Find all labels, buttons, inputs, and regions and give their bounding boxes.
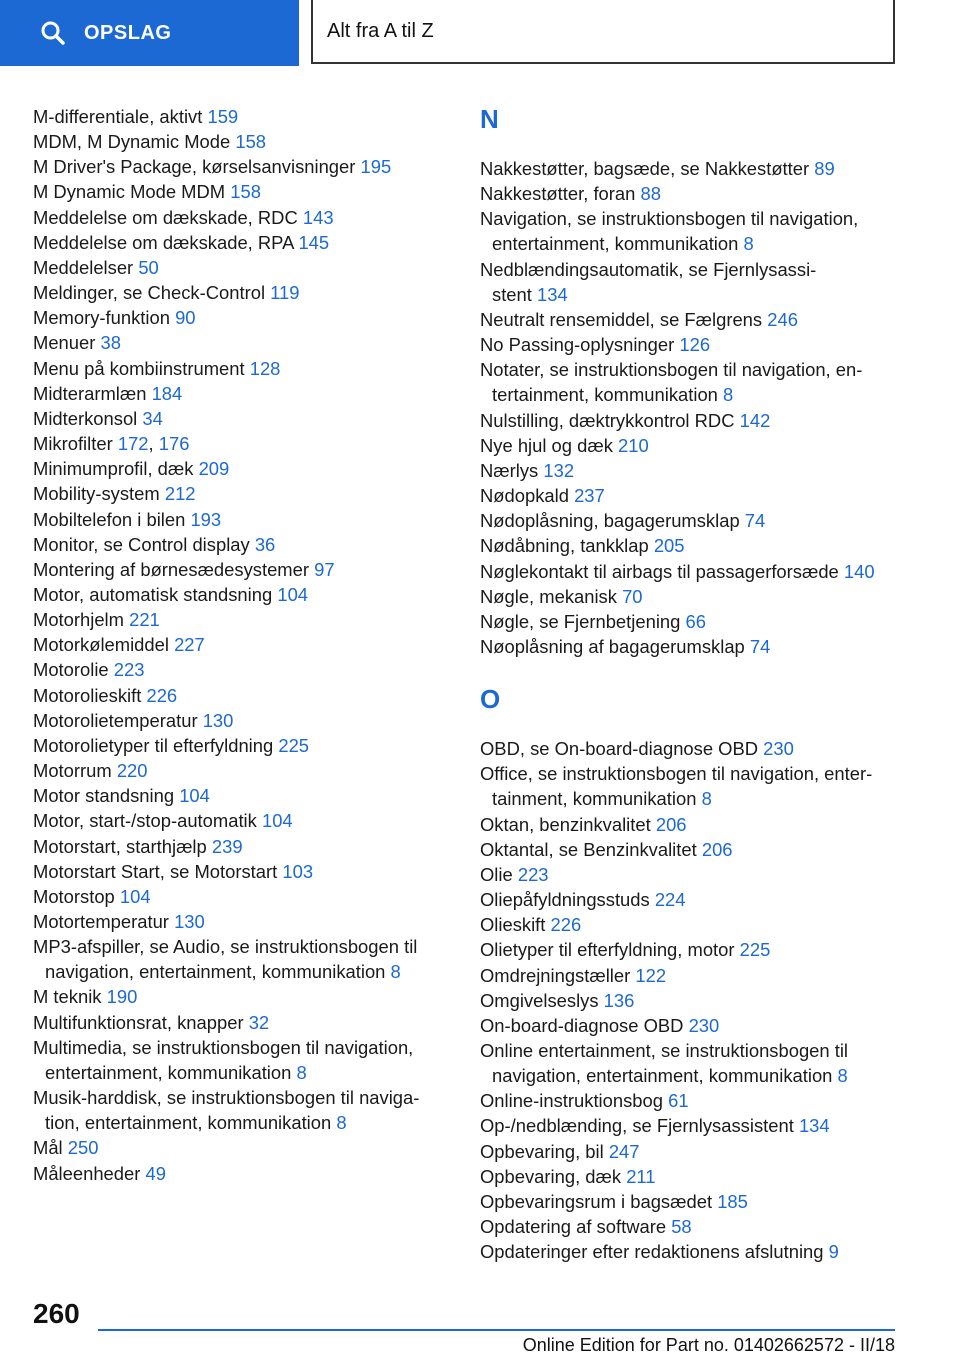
index-entry bbox=[480, 206, 900, 256]
index-entry bbox=[480, 988, 900, 1013]
page-reference-link[interactable]: 211 bbox=[626, 1165, 656, 1187]
index-entry bbox=[33, 1035, 443, 1085]
index-entry bbox=[480, 1214, 900, 1239]
index-entry bbox=[480, 862, 900, 887]
index-entry bbox=[480, 736, 900, 761]
entry-term: Office, se instruktionsbogen til navigation, enter‐ bbox=[480, 763, 873, 785]
index-entry bbox=[33, 884, 443, 909]
entry-term: Midterkonsol bbox=[33, 407, 138, 429]
page-reference-link[interactable]: 210 bbox=[618, 434, 649, 456]
entry-term: Nødoplåsning, bagagerumsklap bbox=[480, 510, 740, 532]
index-entry bbox=[480, 584, 900, 609]
page-reference-link[interactable]: 195 bbox=[360, 156, 392, 178]
page-reference-link[interactable]: 250 bbox=[67, 1137, 99, 1159]
page-reference-link[interactable]: 8 bbox=[336, 1112, 347, 1134]
index-entry bbox=[33, 356, 443, 381]
index-entry bbox=[480, 912, 900, 937]
entry-term: Oktan, benzinkvalitet bbox=[480, 813, 651, 835]
index-entry bbox=[33, 507, 443, 532]
entry-term: navigation, entertainment, kommunikation bbox=[45, 961, 386, 983]
page-reference-link[interactable]: 104 bbox=[119, 885, 151, 907]
page-reference-link[interactable]: 223 bbox=[517, 863, 549, 885]
page-reference-link[interactable]: 104 bbox=[277, 583, 309, 605]
page-reference-link[interactable]: 9 bbox=[828, 1241, 839, 1263]
index-entry bbox=[33, 859, 443, 884]
page-reference-link[interactable]: 8 bbox=[723, 384, 734, 406]
entry-term: Motorolieskift bbox=[33, 684, 142, 706]
index-entry bbox=[33, 582, 443, 607]
page-reference-link[interactable]: 89 bbox=[814, 158, 835, 179]
index-entry bbox=[33, 104, 443, 129]
entry-term: Oliepåfyldningsstuds bbox=[480, 889, 650, 911]
page-reference-link[interactable]: 230 bbox=[688, 1014, 720, 1036]
index-entry bbox=[33, 154, 443, 179]
entry-term: Omgivelseslys bbox=[480, 989, 599, 1011]
entry-term: Mål bbox=[33, 1137, 63, 1159]
index-entry bbox=[33, 255, 443, 280]
entry-term: Motorkølemiddel bbox=[33, 634, 169, 656]
entry-term: Opdateringer efter redaktionens afslutning bbox=[480, 1241, 824, 1263]
page-reference-link[interactable]: 184 bbox=[151, 382, 183, 404]
entry-term: Montering af børnesædesystemer bbox=[33, 558, 309, 580]
index-entry bbox=[480, 812, 900, 837]
page-reference-link[interactable]: 136 bbox=[603, 989, 635, 1011]
entry-term: Motorstart, starthjælp bbox=[33, 835, 207, 857]
footer-divider bbox=[98, 1329, 895, 1331]
index-entry bbox=[33, 1010, 443, 1035]
page-reference-link[interactable]: 119 bbox=[270, 282, 300, 304]
entry-term: Motor, automatisk standsning bbox=[33, 583, 273, 605]
entry-term: Meldinger, se Check-Control bbox=[33, 282, 266, 304]
index-entry bbox=[480, 1164, 900, 1189]
entry-term: Motorrum bbox=[33, 760, 112, 782]
entry-term: No Passing-oplysninger bbox=[480, 334, 675, 356]
entry-term: Motor standsning bbox=[33, 785, 175, 807]
entry-term: Oktantal, se Benzinkvalitet bbox=[480, 838, 697, 860]
page-reference-link[interactable]: 70 bbox=[622, 585, 643, 607]
entry-term: Nøglekontakt til airbags til passagerforsæde bbox=[480, 560, 839, 582]
entry-term: OBD, se On-board-diagnose OBD bbox=[480, 738, 759, 760]
entry-term: Online entertainment, se instruktionsbogen til bbox=[480, 1040, 849, 1061]
entry-term: Menuer bbox=[33, 332, 96, 354]
entry-term: M Driver's Package, kørselsanvisninger bbox=[33, 156, 356, 178]
page-reference-link[interactable]: 8 bbox=[837, 1065, 848, 1087]
index-entry bbox=[33, 657, 443, 682]
index-entry bbox=[33, 330, 443, 355]
entry-term: Musik-harddisk, se instruktionsbogen til naviga‐ bbox=[33, 1087, 420, 1109]
entry-term: MP3-afspiller, se Audio, se instruktionsbogen til bbox=[33, 936, 418, 958]
index-entry bbox=[480, 1038, 900, 1088]
index-entry bbox=[480, 609, 900, 634]
index-entry bbox=[33, 381, 443, 406]
page-reference-link[interactable]: 158 bbox=[230, 181, 261, 203]
page-reference-link[interactable]: 209 bbox=[198, 458, 230, 480]
index-entry bbox=[480, 887, 900, 912]
page-reference-link[interactable]: 159 bbox=[207, 106, 239, 127]
entry-term: tion, entertainment, kommunikation bbox=[45, 1112, 332, 1134]
page-reference-link[interactable]: 230 bbox=[763, 738, 794, 760]
index-entry bbox=[480, 483, 900, 508]
index-entry bbox=[33, 1135, 443, 1160]
page-reference-link[interactable]: 38 bbox=[100, 332, 121, 354]
index-entry bbox=[480, 357, 900, 407]
section-o-entries bbox=[480, 736, 900, 1264]
page-reference-link[interactable]: 220 bbox=[116, 760, 148, 782]
page-reference-link[interactable]: 247 bbox=[608, 1140, 640, 1162]
page-reference-link[interactable]: 50 bbox=[138, 256, 159, 278]
page-reference-link[interactable]: 193 bbox=[190, 508, 222, 530]
entry-term: Olieskift bbox=[480, 914, 546, 936]
entry-term: M Dynamic Mode MDM bbox=[33, 181, 226, 203]
section-spacer bbox=[480, 659, 900, 684]
page-reference-link[interactable]: 158 bbox=[235, 131, 267, 153]
page-reference-link[interactable]: 103 bbox=[282, 860, 314, 882]
page-reference-link[interactable]: 225 bbox=[278, 734, 310, 756]
search-icon bbox=[40, 20, 66, 46]
entry-term: Opbevaringsrum i bagsædet bbox=[480, 1190, 713, 1212]
page-reference-link[interactable]: 246 bbox=[767, 308, 798, 330]
page-reference-link[interactable]: 143 bbox=[302, 206, 334, 228]
entry-term: Nulstilling, dæktrykkontrol RDC bbox=[480, 409, 735, 431]
index-entry: Mikrofilter 172, 176 bbox=[33, 433, 190, 455]
entry-term: Multifunktionsrat, knapper bbox=[33, 1011, 244, 1033]
page-number: 260 bbox=[33, 1298, 80, 1329]
entry-term: Nedblændingsautomatik, se Fjernlysassi‐ bbox=[480, 258, 817, 280]
entry-term: M-differentiale, aktivt bbox=[33, 106, 203, 127]
index-entry bbox=[480, 181, 900, 206]
index-entry bbox=[33, 607, 443, 632]
index-entry bbox=[480, 533, 900, 558]
entry-term: M teknik bbox=[33, 986, 102, 1008]
entry-term: Olie bbox=[480, 863, 513, 885]
entry-term: Minimumprofil, dæk bbox=[33, 458, 194, 480]
page-reference-link[interactable]: 134 bbox=[537, 283, 568, 305]
index-entry bbox=[480, 508, 900, 533]
entry-term: Opdatering af software bbox=[480, 1216, 667, 1238]
page-reference-link[interactable]: 74 bbox=[744, 510, 766, 532]
entry-term: Motortemperatur bbox=[33, 911, 169, 932]
page-reference-link[interactable]: 34 bbox=[142, 407, 163, 429]
page-reference-link[interactable]: 90 bbox=[175, 307, 196, 329]
top-navigation bbox=[0, 0, 960, 66]
index-entry bbox=[480, 332, 900, 357]
entry-term: Nakkestøtter, foran bbox=[480, 183, 636, 205]
page-reference-link[interactable]: 130 bbox=[202, 709, 234, 731]
index-entry bbox=[33, 129, 443, 154]
index-entry bbox=[33, 305, 443, 330]
index-tab[interactable] bbox=[311, 0, 895, 64]
entry-term: Online-instruktionsbog bbox=[480, 1090, 663, 1112]
page-reference-link[interactable]: 8 bbox=[296, 1061, 307, 1083]
page-reference-link[interactable]: 224 bbox=[654, 889, 686, 911]
page-reference-link[interactable]: 97 bbox=[314, 558, 335, 580]
entry-term: Navigation, se instruktionsbogen til navigation, bbox=[480, 208, 859, 230]
search-tab-label: OPSLAG bbox=[84, 21, 172, 44]
entry-term: tertainment, kommunikation bbox=[492, 384, 718, 406]
index-entry bbox=[33, 179, 443, 204]
entry-term: Op-/nedblænding, se Fjernlysassistent bbox=[480, 1115, 794, 1137]
page-reference-link[interactable]: 104 bbox=[261, 810, 293, 832]
index-entry bbox=[33, 808, 443, 833]
entry-term: Notater, se instruktionsbogen til navigation, en‐ bbox=[480, 359, 863, 381]
entry-term: Meddelelse om dækskade, RPA bbox=[33, 231, 294, 253]
entry-term: Nærlys bbox=[480, 459, 539, 481]
index-entry bbox=[33, 758, 443, 783]
index-entry bbox=[33, 205, 443, 230]
index-entry bbox=[480, 1013, 900, 1038]
entry-term: Multimedia, se instruktionsbogen til navigation, bbox=[33, 1036, 414, 1058]
entry-term: Mikrofilter bbox=[33, 433, 113, 455]
entry-term: Motorstop bbox=[33, 885, 115, 907]
index-column-right bbox=[480, 104, 900, 1264]
entry-term: Motor, start-/stop-automatik bbox=[33, 810, 257, 832]
page-reference-link[interactable]: 8 bbox=[390, 961, 401, 983]
page-reference-link[interactable]: 176 bbox=[158, 433, 190, 455]
entry-term: Nøgle, se Fjernbetjening bbox=[480, 610, 681, 632]
index-column-left bbox=[33, 104, 443, 1186]
entry-term: tainment, kommunikation bbox=[492, 788, 697, 810]
entry-term: Neutralt rensemiddel, se Fælgrens bbox=[480, 308, 763, 330]
index-entry bbox=[480, 1239, 900, 1264]
page-reference-link[interactable]: 140 bbox=[843, 560, 875, 582]
index-entry bbox=[480, 634, 900, 659]
entry-term: Nakkestøtter, bagsæde, se Nakkestøtter bbox=[480, 158, 810, 179]
index-entry bbox=[33, 1085, 443, 1135]
index-entry bbox=[33, 708, 443, 733]
entry-term: Opbevaring, bil bbox=[480, 1140, 604, 1162]
entry-term: stent bbox=[492, 283, 532, 305]
index-entry bbox=[33, 280, 443, 305]
index-entry bbox=[33, 834, 443, 859]
page-reference-link[interactable]: 206 bbox=[655, 813, 687, 835]
entry-term: Menu på kombiinstrument bbox=[33, 357, 245, 379]
section-n-entries bbox=[480, 156, 900, 659]
index-entry bbox=[480, 1088, 900, 1113]
section-letter-n: N bbox=[480, 104, 499, 134]
index-entry bbox=[33, 683, 443, 708]
entry-term: Nye hjul og dæk bbox=[480, 434, 613, 456]
index-entry bbox=[33, 230, 443, 255]
entry-term: navigation, entertainment, kommunikation bbox=[492, 1065, 833, 1087]
edition-info: Online Edition for Part no. 01402662572 - II/18 bbox=[522, 1335, 895, 1355]
page-reference-link[interactable]: 205 bbox=[653, 535, 685, 557]
index-entry bbox=[33, 783, 443, 808]
entry-term: Omdrejningstæller bbox=[480, 964, 631, 986]
page-reference-link[interactable]: 88 bbox=[640, 183, 661, 205]
index-entry bbox=[33, 406, 443, 431]
page-reference-link[interactable]: 237 bbox=[574, 485, 605, 507]
entry-term: Nøoplåsning af bagagerumsklap bbox=[480, 635, 745, 657]
entry-term: Meddelelse om dækskade, RDC bbox=[33, 206, 298, 228]
page-reference-link[interactable]: 226 bbox=[550, 914, 582, 936]
page-reference-link[interactable]: 134 bbox=[798, 1115, 830, 1137]
page-reference-link[interactable]: 225 bbox=[739, 939, 771, 961]
index-entry bbox=[33, 481, 443, 506]
page-reference-link[interactable]: 74 bbox=[749, 635, 771, 657]
entry-term: Måleenheder bbox=[33, 1162, 141, 1184]
index-entry bbox=[480, 433, 900, 458]
index-entry bbox=[480, 1139, 900, 1164]
index-entry bbox=[480, 837, 900, 862]
index-entry bbox=[480, 257, 900, 307]
entry-term: Motorolie bbox=[33, 659, 109, 681]
index-entry bbox=[33, 557, 443, 582]
page-reference-link[interactable]: 61 bbox=[668, 1090, 689, 1112]
page-reference-link[interactable]: 172 bbox=[117, 433, 149, 455]
entry-term: Mobility-system bbox=[33, 483, 160, 505]
page-reference-link[interactable]: 190 bbox=[106, 986, 138, 1008]
entry-term: Nødåbning, tankklap bbox=[480, 535, 649, 557]
page-reference-link[interactable]: 239 bbox=[211, 835, 243, 857]
index-entry bbox=[480, 458, 900, 483]
entry-term: entertainment, kommunikation bbox=[492, 233, 739, 255]
page-reference-link[interactable]: 122 bbox=[635, 964, 667, 986]
page-reference-link[interactable]: 8 bbox=[743, 233, 754, 255]
index-entry bbox=[480, 156, 900, 181]
entry-term: Midterarmlæn bbox=[33, 382, 147, 404]
page-reference-link[interactable]: 142 bbox=[739, 409, 771, 431]
entry-term: On-board-diagnose OBD bbox=[480, 1014, 684, 1036]
entry-term: Opbevaring, dæk bbox=[480, 1165, 622, 1187]
index-entry bbox=[480, 963, 900, 988]
page-reference-link[interactable]: 128 bbox=[249, 357, 281, 379]
search-tab[interactable] bbox=[0, 0, 299, 66]
section-letter-o: O bbox=[480, 684, 501, 715]
page-reference-link[interactable]: 36 bbox=[254, 533, 276, 555]
index-entry bbox=[480, 937, 900, 962]
page-reference-link[interactable]: 227 bbox=[174, 634, 205, 656]
entry-term: entertainment, kommunikation bbox=[45, 1061, 292, 1083]
entry-term: Motorolietemperatur bbox=[33, 709, 198, 731]
entry-term: MDM, M Dynamic Mode bbox=[33, 131, 231, 153]
page-reference-link[interactable]: 32 bbox=[248, 1011, 270, 1033]
page-reference-link[interactable]: 49 bbox=[145, 1162, 166, 1184]
page-reference-link[interactable]: 130 bbox=[174, 911, 205, 932]
entry-term: Motorolietyper til efterfyldning bbox=[33, 734, 274, 756]
entry-term: Meddelelser bbox=[33, 256, 134, 278]
index-entry bbox=[480, 408, 900, 433]
entry-term: Nødopkald bbox=[480, 485, 569, 507]
index-entry bbox=[33, 532, 443, 557]
entry-term: Monitor, se Control display bbox=[33, 533, 250, 555]
page-reference-link[interactable]: 212 bbox=[164, 483, 196, 505]
page-reference-link[interactable]: 226 bbox=[146, 684, 178, 706]
entry-term: Nøgle, mekanisk bbox=[480, 585, 617, 607]
entry-term: Mobiltelefon i bilen bbox=[33, 508, 186, 530]
index-entry bbox=[480, 307, 900, 332]
index-entry bbox=[480, 559, 900, 584]
page-reference-link[interactable]: 58 bbox=[671, 1216, 692, 1238]
page-reference-link[interactable]: 221 bbox=[129, 609, 160, 631]
index-entry bbox=[33, 984, 443, 1009]
index-entry bbox=[480, 1113, 900, 1138]
entry-term: Memory-funktion bbox=[33, 307, 170, 329]
index-entry bbox=[480, 761, 900, 811]
entry-term: Motorstart Start, se Motorstart bbox=[33, 860, 278, 882]
page-reference-link[interactable]: 104 bbox=[179, 785, 210, 807]
entry-term: Olietyper til efterfyldning, motor bbox=[480, 939, 735, 961]
index-entry bbox=[33, 456, 443, 481]
index-entry bbox=[33, 733, 443, 758]
page-reference-link[interactable]: 206 bbox=[701, 838, 733, 860]
page-reference-link[interactable]: 126 bbox=[679, 334, 711, 356]
page-reference-link[interactable]: 145 bbox=[298, 231, 330, 253]
page-reference-link[interactable]: 66 bbox=[685, 610, 706, 632]
index-entry bbox=[33, 909, 443, 934]
index-tab-label: Alt fra A til Z bbox=[327, 19, 434, 42]
index-entry bbox=[33, 934, 443, 984]
page-reference-link[interactable]: 223 bbox=[113, 659, 145, 681]
index-entry bbox=[33, 632, 443, 657]
index-entry bbox=[480, 1189, 900, 1214]
page-reference-link[interactable]: 185 bbox=[717, 1190, 748, 1212]
page-reference-link[interactable]: 8 bbox=[701, 788, 712, 810]
entry-term: Motorhjelm bbox=[33, 609, 124, 631]
index-entry bbox=[33, 1161, 443, 1186]
page-reference-link[interactable]: 132 bbox=[543, 459, 575, 481]
